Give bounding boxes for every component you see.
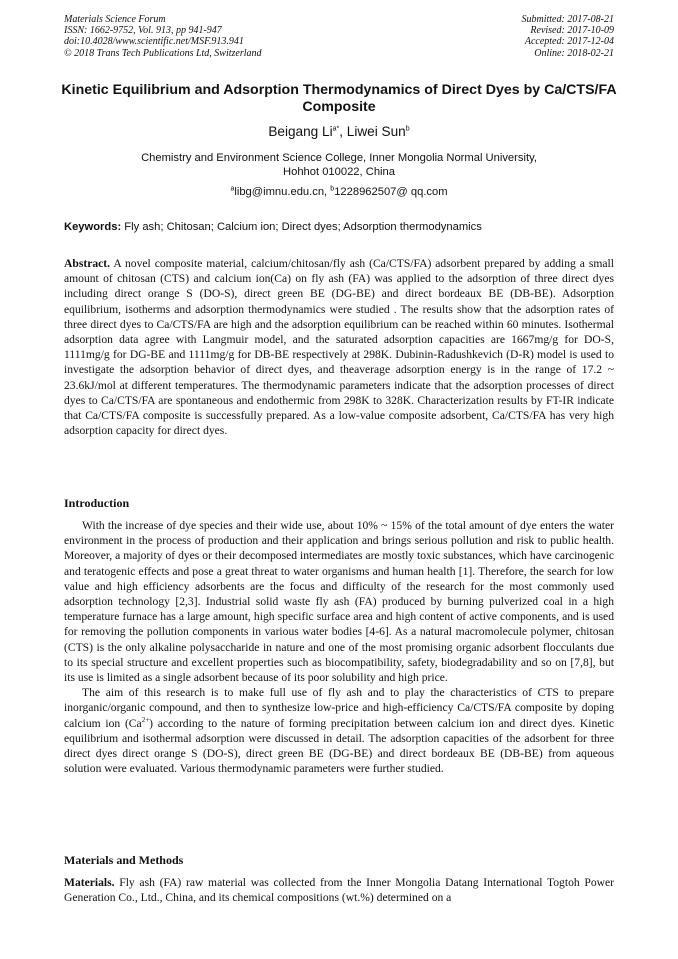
journal-issn: ISSN: 1662-9752, Vol. 913, pp 941-947 <box>64 25 222 37</box>
intro-paragraph-2 <box>64 685 614 776</box>
email-a-link[interactable]: libg@imnu.edu.cn, <box>234 186 331 198</box>
publication-dates <box>522 14 615 59</box>
email-b-link[interactable]: 1228962507@ qq.com <box>334 186 448 198</box>
abstract-text: A novel composite material, calcium/chitosan/fly ash (Ca/CTS/FA) adsorbent prepared by adding a small amount of chitosan (CTS) and calcium ion(Ca) on fly ash (FA) was applied to the adsorption of three direct dyes including direct orange S (DO-S), direct green BE (DG-BE) and direct bordeaux BE (DB-BE). Adsorption equilibrium, isotherms and adsorption thermodynamics were studied . The results show that the adsorption rates of three direct dyes to Ca/CTS/FA are high and the adsorption equilibrium can be reached within 60 minutes. Isothermal adsorption data agree with Langmuir model, and the saturated adsorption capacities are 1667mg/g for DO-S, 1111mg/g for DG-BE and 1111mg/g for DB-BE respectively at 298K. Dubinin-Radushkevich (D-R) model is used to investigate the adsorption behavior of direct dyes, and theaverage adsorption energy is in the range of 17.2 ~ 23.6kJ/mol at different temperatures. The thermodynamic parameters indicate that the adsorption processes of direct dyes to Ca/CTS/FA are spontaneous and endothermic from 298K to 328K. Characterization results by FT-IR indicate that Ca/CTS/FA composite is successfully prepared. As a low-value composite adsorbent, Ca/CTS/FA has very high adsorption capacity for direct dyes. <box>64 257 614 438</box>
date-submitted: Submitted: 2017-08-21 <box>521 14 614 25</box>
author-list <box>60 124 618 139</box>
email-a-marker: a <box>230 185 235 193</box>
affiliation <box>60 151 618 179</box>
intro-paragraph-2-a: The aim of this research is to make full use of fly ash and to play the characteristics of CTS to prepare inorganic/organic compound, and then to synthesize low-price and high-efficiency Ca/CTS/FA composite by doping calcium ion (Ca <box>64 686 614 730</box>
methods-heading: Materials and Methods <box>64 853 184 867</box>
author-1-affil: a* <box>332 125 340 133</box>
author-2: Liwei Sun <box>346 124 406 139</box>
email-b-marker: b <box>330 185 335 193</box>
introduction-heading: Introduction <box>64 496 130 510</box>
abstract <box>64 256 614 438</box>
author-separator: , <box>339 124 347 139</box>
intro-paragraph-1: With the increase of dye species and their wide use, about 10% ~ 15% of the total amount of dye enters the water environment in the process of production and their application and brings serious pollution and risk to public health. Moreover, a majority of dyes or their decomposed intermediates are mostly toxic substances, which have carcinogenic and teratogenic effects and pose a great threat to water organisms and human health [1]. Therefore, the search for low value and high efficiency adsorbents are the focus and difficulty of the research for the most commonly used adsorption technology [2,3]. Industrial solid waste fly ash (FA) produced by burning pulverized coal in a high temperature furnace has a large amount, high specific surface area and high content of active components, and is used for removing the pollution components in various water bodies [4-6]. As a natural macromolecule polymer, chitosan (CTS) is the only alkaline polysaccharide in nature and one of the most promising organic adsorbent flocculants due to its special structure and excellent properties such as biocompatibility, safety, biodegradability and so on [7,8], but its use is limited as a single adsorbent because of its poor solubility and high price. <box>64 519 614 685</box>
keywords-text: Fly ash; Chitosan; Calcium ion; Direct dyes; Adsorption thermodynamics <box>121 221 482 233</box>
affiliation-line-2: Hohhot 010022, China <box>283 166 395 178</box>
affiliation-line-1: Chemistry and Environment Science College, Inner Mongolia Normal University, <box>141 152 537 164</box>
paper-title: Kinetic Equilibrium and Adsorption Thermodynamics of Direct Dyes by Ca/CTS/FA Composite <box>61 82 617 115</box>
journal-info <box>64 14 262 59</box>
date-accepted: Accepted: 2017-12-04 <box>524 36 614 48</box>
abstract-label: Abstract. <box>64 257 111 270</box>
author-2-affil: b <box>405 125 410 133</box>
journal-name: Materials Science Forum <box>64 14 166 25</box>
calcium-charge: 2+ <box>141 715 150 724</box>
author-1: Beigang Li <box>268 124 333 139</box>
intro-paragraph-2-b: ) according to the nature of forming precipitation between calcium ion and direct dyes. Kinetic equilibrium and isothermal adsorption were discussed in detail. The adsorption capacities of the adsorbent for three direct dyes direct orange S (DO-S), direct green BE (DG-BE) and direct bordeaux BE (DB-BE) from aqueous solution were evaluated. Various thermodynamic parameters were further studied. <box>64 716 615 776</box>
journal-copyright: © 2018 Trans Tech Publications Ltd, Switzerland <box>64 47 262 59</box>
materials-label: Materials. <box>64 876 115 889</box>
date-online: Online: 2018-02-21 <box>534 47 614 59</box>
keywords-label: Keywords: <box>64 221 122 233</box>
date-revised: Revised: 2017-10-09 <box>530 25 614 37</box>
materials-text: Fly ash (FA) raw material was collected from the Inner Mongolia Datang International Togtoh Power Generation Co., Ltd., China, and its chemical compositions (wt.%) determined on a <box>64 876 614 905</box>
journal-doi: doi:10.4028/www.scientific.net/MSF.913.941 <box>64 36 244 48</box>
introduction-body <box>64 518 614 776</box>
materials-paragraph <box>64 875 614 905</box>
author-emails <box>60 186 618 198</box>
keywords <box>64 221 616 233</box>
